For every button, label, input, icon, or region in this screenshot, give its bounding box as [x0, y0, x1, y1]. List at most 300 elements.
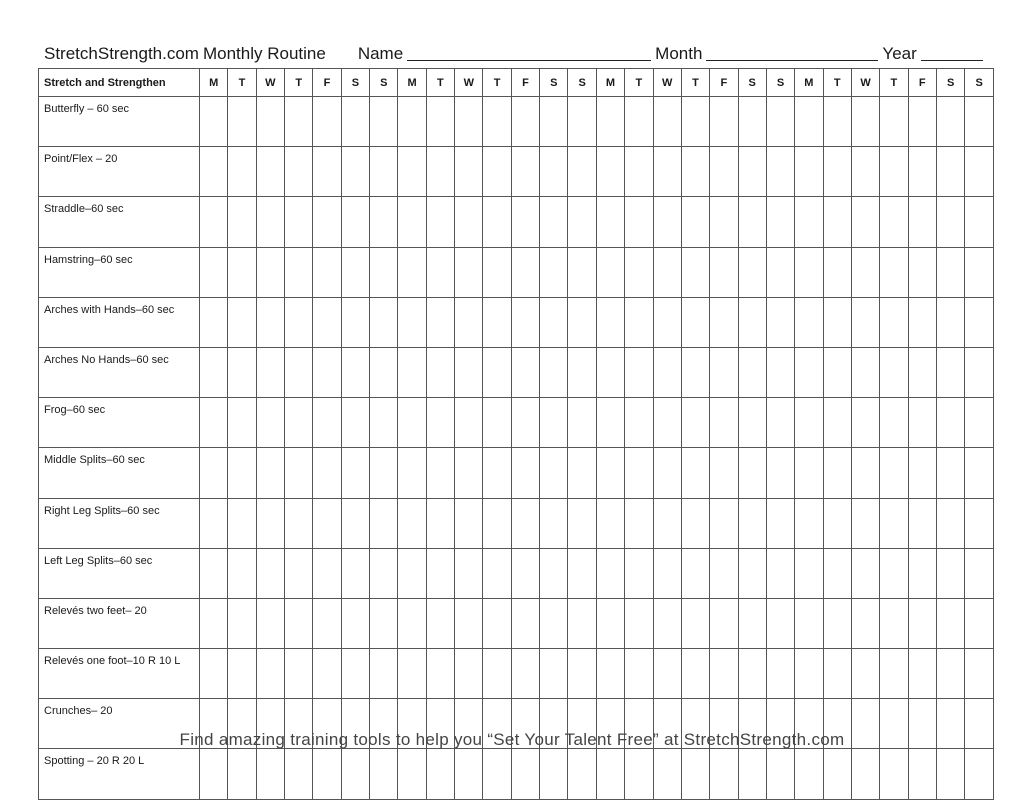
checkbox-cell[interactable]: [568, 398, 596, 448]
checkbox-cell[interactable]: [228, 97, 256, 147]
checkbox-cell[interactable]: [398, 247, 426, 297]
checkbox-cell[interactable]: [795, 598, 823, 648]
checkbox-cell[interactable]: [766, 649, 794, 699]
checkbox-cell[interactable]: [681, 398, 709, 448]
checkbox-cell[interactable]: [256, 448, 284, 498]
checkbox-cell[interactable]: [483, 297, 511, 347]
checkbox-cell[interactable]: [851, 498, 879, 548]
checkbox-cell[interactable]: [228, 498, 256, 548]
checkbox-cell[interactable]: [908, 598, 936, 648]
checkbox-cell[interactable]: [766, 197, 794, 247]
checkbox-cell[interactable]: [653, 548, 681, 598]
checkbox-cell[interactable]: [936, 297, 964, 347]
checkbox-cell[interactable]: [710, 147, 738, 197]
checkbox-cell[interactable]: [313, 649, 341, 699]
checkbox-cell[interactable]: [511, 147, 539, 197]
checkbox-cell[interactable]: [710, 197, 738, 247]
checkbox-cell[interactable]: [936, 247, 964, 297]
checkbox-cell[interactable]: [511, 247, 539, 297]
checkbox-cell[interactable]: [398, 749, 426, 799]
checkbox-cell[interactable]: [540, 649, 568, 699]
checkbox-cell[interactable]: [370, 147, 398, 197]
checkbox-cell[interactable]: [851, 97, 879, 147]
checkbox-cell[interactable]: [851, 347, 879, 397]
checkbox-cell[interactable]: [540, 548, 568, 598]
checkbox-cell[interactable]: [313, 147, 341, 197]
checkbox-cell[interactable]: [341, 448, 369, 498]
checkbox-cell[interactable]: [681, 97, 709, 147]
checkbox-cell[interactable]: [795, 297, 823, 347]
checkbox-cell[interactable]: [710, 448, 738, 498]
checkbox-cell[interactable]: [823, 197, 851, 247]
checkbox-cell[interactable]: [540, 398, 568, 448]
checkbox-cell[interactable]: [455, 649, 483, 699]
checkbox-cell[interactable]: [880, 297, 908, 347]
checkbox-cell[interactable]: [370, 448, 398, 498]
checkbox-cell[interactable]: [965, 347, 994, 397]
checkbox-cell[interactable]: [766, 548, 794, 598]
checkbox-cell[interactable]: [228, 297, 256, 347]
checkbox-cell[interactable]: [880, 548, 908, 598]
checkbox-cell[interactable]: [256, 147, 284, 197]
checkbox-cell[interactable]: [596, 448, 624, 498]
checkbox-cell[interactable]: [370, 749, 398, 799]
checkbox-cell[interactable]: [851, 448, 879, 498]
checkbox-cell[interactable]: [823, 147, 851, 197]
checkbox-cell[interactable]: [426, 97, 454, 147]
checkbox-cell[interactable]: [511, 498, 539, 548]
checkbox-cell[interactable]: [568, 498, 596, 548]
checkbox-cell[interactable]: [823, 297, 851, 347]
checkbox-cell[interactable]: [341, 749, 369, 799]
checkbox-cell[interactable]: [398, 347, 426, 397]
checkbox-cell[interactable]: [908, 649, 936, 699]
checkbox-cell[interactable]: [936, 347, 964, 397]
checkbox-cell[interactable]: [483, 197, 511, 247]
checkbox-cell[interactable]: [738, 548, 766, 598]
checkbox-cell[interactable]: [596, 197, 624, 247]
checkbox-cell[interactable]: [540, 147, 568, 197]
checkbox-cell[interactable]: [710, 498, 738, 548]
checkbox-cell[interactable]: [681, 247, 709, 297]
checkbox-cell[interactable]: [653, 97, 681, 147]
checkbox-cell[interactable]: [568, 297, 596, 347]
checkbox-cell[interactable]: [483, 498, 511, 548]
checkbox-cell[interactable]: [653, 247, 681, 297]
checkbox-cell[interactable]: [200, 649, 228, 699]
checkbox-cell[interactable]: [341, 347, 369, 397]
checkbox-cell[interactable]: [313, 97, 341, 147]
checkbox-cell[interactable]: [341, 147, 369, 197]
checkbox-cell[interactable]: [370, 649, 398, 699]
checkbox-cell[interactable]: [795, 247, 823, 297]
checkbox-cell[interactable]: [341, 297, 369, 347]
checkbox-cell[interactable]: [766, 347, 794, 397]
checkbox-cell[interactable]: [795, 749, 823, 799]
checkbox-cell[interactable]: [313, 749, 341, 799]
checkbox-cell[interactable]: [851, 398, 879, 448]
checkbox-cell[interactable]: [540, 347, 568, 397]
checkbox-cell[interactable]: [596, 97, 624, 147]
checkbox-cell[interactable]: [795, 347, 823, 397]
checkbox-cell[interactable]: [256, 749, 284, 799]
checkbox-cell[interactable]: [285, 448, 313, 498]
checkbox-cell[interactable]: [823, 749, 851, 799]
checkbox-cell[interactable]: [200, 548, 228, 598]
checkbox-cell[interactable]: [710, 297, 738, 347]
checkbox-cell[interactable]: [483, 147, 511, 197]
checkbox-cell[interactable]: [313, 598, 341, 648]
checkbox-cell[interactable]: [653, 498, 681, 548]
checkbox-cell[interactable]: [511, 197, 539, 247]
checkbox-cell[interactable]: [455, 247, 483, 297]
checkbox-cell[interactable]: [483, 649, 511, 699]
checkbox-cell[interactable]: [681, 548, 709, 598]
checkbox-cell[interactable]: [766, 448, 794, 498]
checkbox-cell[interactable]: [596, 548, 624, 598]
checkbox-cell[interactable]: [455, 398, 483, 448]
checkbox-cell[interactable]: [823, 448, 851, 498]
checkbox-cell[interactable]: [511, 398, 539, 448]
checkbox-cell[interactable]: [681, 347, 709, 397]
checkbox-cell[interactable]: [710, 247, 738, 297]
checkbox-cell[interactable]: [596, 598, 624, 648]
checkbox-cell[interactable]: [285, 749, 313, 799]
checkbox-cell[interactable]: [511, 548, 539, 598]
checkbox-cell[interactable]: [681, 598, 709, 648]
checkbox-cell[interactable]: [795, 649, 823, 699]
checkbox-cell[interactable]: [936, 197, 964, 247]
checkbox-cell[interactable]: [256, 97, 284, 147]
checkbox-cell[interactable]: [341, 598, 369, 648]
checkbox-cell[interactable]: [568, 448, 596, 498]
checkbox-cell[interactable]: [625, 498, 653, 548]
checkbox-cell[interactable]: [483, 247, 511, 297]
checkbox-cell[interactable]: [766, 297, 794, 347]
checkbox-cell[interactable]: [823, 97, 851, 147]
checkbox-cell[interactable]: [398, 197, 426, 247]
checkbox-cell[interactable]: [200, 347, 228, 397]
checkbox-cell[interactable]: [908, 247, 936, 297]
checkbox-cell[interactable]: [341, 97, 369, 147]
checkbox-cell[interactable]: [766, 749, 794, 799]
checkbox-cell[interactable]: [313, 448, 341, 498]
checkbox-cell[interactable]: [370, 347, 398, 397]
checkbox-cell[interactable]: [625, 749, 653, 799]
checkbox-cell[interactable]: [596, 247, 624, 297]
checkbox-cell[interactable]: [228, 548, 256, 598]
checkbox-cell[interactable]: [710, 347, 738, 397]
checkbox-cell[interactable]: [200, 598, 228, 648]
checkbox-cell[interactable]: [625, 97, 653, 147]
checkbox-cell[interactable]: [455, 97, 483, 147]
checkbox-cell[interactable]: [908, 147, 936, 197]
checkbox-cell[interactable]: [851, 749, 879, 799]
checkbox-cell[interactable]: [936, 598, 964, 648]
checkbox-cell[interactable]: [681, 498, 709, 548]
checkbox-cell[interactable]: [795, 548, 823, 598]
checkbox-cell[interactable]: [823, 247, 851, 297]
checkbox-cell[interactable]: [908, 398, 936, 448]
checkbox-cell[interactable]: [738, 147, 766, 197]
checkbox-cell[interactable]: [766, 498, 794, 548]
checkbox-cell[interactable]: [285, 498, 313, 548]
checkbox-cell[interactable]: [285, 598, 313, 648]
checkbox-cell[interactable]: [256, 598, 284, 648]
checkbox-cell[interactable]: [540, 448, 568, 498]
checkbox-cell[interactable]: [200, 197, 228, 247]
checkbox-cell[interactable]: [568, 247, 596, 297]
checkbox-cell[interactable]: [483, 548, 511, 598]
checkbox-cell[interactable]: [653, 398, 681, 448]
checkbox-cell[interactable]: [228, 247, 256, 297]
checkbox-cell[interactable]: [908, 97, 936, 147]
checkbox-cell[interactable]: [710, 749, 738, 799]
checkbox-cell[interactable]: [568, 97, 596, 147]
checkbox-cell[interactable]: [285, 649, 313, 699]
checkbox-cell[interactable]: [908, 347, 936, 397]
checkbox-cell[interactable]: [936, 97, 964, 147]
checkbox-cell[interactable]: [738, 749, 766, 799]
checkbox-cell[interactable]: [766, 398, 794, 448]
checkbox-cell[interactable]: [965, 649, 994, 699]
checkbox-cell[interactable]: [653, 749, 681, 799]
checkbox-cell[interactable]: [285, 398, 313, 448]
checkbox-cell[interactable]: [908, 297, 936, 347]
checkbox-cell[interactable]: [795, 498, 823, 548]
checkbox-cell[interactable]: [795, 97, 823, 147]
checkbox-cell[interactable]: [625, 649, 653, 699]
checkbox-cell[interactable]: [908, 749, 936, 799]
checkbox-cell[interactable]: [341, 197, 369, 247]
checkbox-cell[interactable]: [285, 97, 313, 147]
checkbox-cell[interactable]: [313, 347, 341, 397]
checkbox-cell[interactable]: [540, 297, 568, 347]
checkbox-cell[interactable]: [738, 398, 766, 448]
checkbox-cell[interactable]: [483, 398, 511, 448]
checkbox-cell[interactable]: [880, 347, 908, 397]
checkbox-cell[interactable]: [625, 548, 653, 598]
checkbox-cell[interactable]: [455, 147, 483, 197]
checkbox-cell[interactable]: [568, 197, 596, 247]
checkbox-cell[interactable]: [228, 598, 256, 648]
checkbox-cell[interactable]: [738, 247, 766, 297]
checkbox-cell[interactable]: [540, 749, 568, 799]
checkbox-cell[interactable]: [285, 247, 313, 297]
checkbox-cell[interactable]: [200, 398, 228, 448]
checkbox-cell[interactable]: [880, 398, 908, 448]
checkbox-cell[interactable]: [511, 297, 539, 347]
checkbox-cell[interactable]: [200, 147, 228, 197]
checkbox-cell[interactable]: [256, 197, 284, 247]
checkbox-cell[interactable]: [313, 297, 341, 347]
checkbox-cell[interactable]: [228, 347, 256, 397]
checkbox-cell[interactable]: [936, 498, 964, 548]
checkbox-cell[interactable]: [568, 598, 596, 648]
checkbox-cell[interactable]: [398, 548, 426, 598]
checkbox-cell[interactable]: [341, 548, 369, 598]
checkbox-cell[interactable]: [965, 297, 994, 347]
checkbox-cell[interactable]: [285, 147, 313, 197]
checkbox-cell[interactable]: [795, 448, 823, 498]
checkbox-cell[interactable]: [710, 598, 738, 648]
checkbox-cell[interactable]: [426, 749, 454, 799]
checkbox-cell[interactable]: [426, 398, 454, 448]
checkbox-cell[interactable]: [965, 498, 994, 548]
checkbox-cell[interactable]: [795, 147, 823, 197]
checkbox-cell[interactable]: [228, 147, 256, 197]
checkbox-cell[interactable]: [653, 147, 681, 197]
checkbox-cell[interactable]: [653, 297, 681, 347]
checkbox-cell[interactable]: [880, 147, 908, 197]
checkbox-cell[interactable]: [398, 448, 426, 498]
checkbox-cell[interactable]: [370, 598, 398, 648]
checkbox-cell[interactable]: [426, 598, 454, 648]
checkbox-cell[interactable]: [540, 598, 568, 648]
checkbox-cell[interactable]: [511, 97, 539, 147]
checkbox-cell[interactable]: [710, 548, 738, 598]
checkbox-cell[interactable]: [398, 398, 426, 448]
checkbox-cell[interactable]: [455, 598, 483, 648]
checkbox-cell[interactable]: [880, 448, 908, 498]
checkbox-cell[interactable]: [738, 498, 766, 548]
checkbox-cell[interactable]: [256, 649, 284, 699]
checkbox-cell[interactable]: [256, 548, 284, 598]
checkbox-cell[interactable]: [880, 649, 908, 699]
checkbox-cell[interactable]: [228, 448, 256, 498]
checkbox-cell[interactable]: [398, 297, 426, 347]
checkbox-cell[interactable]: [370, 498, 398, 548]
checkbox-cell[interactable]: [766, 97, 794, 147]
checkbox-cell[interactable]: [936, 749, 964, 799]
checkbox-cell[interactable]: [625, 347, 653, 397]
name-field[interactable]: [407, 44, 651, 61]
checkbox-cell[interactable]: [823, 548, 851, 598]
checkbox-cell[interactable]: [568, 347, 596, 397]
checkbox-cell[interactable]: [965, 548, 994, 598]
checkbox-cell[interactable]: [653, 448, 681, 498]
checkbox-cell[interactable]: [426, 448, 454, 498]
checkbox-cell[interactable]: [738, 97, 766, 147]
checkbox-cell[interactable]: [738, 649, 766, 699]
checkbox-cell[interactable]: [880, 498, 908, 548]
checkbox-cell[interactable]: [851, 247, 879, 297]
checkbox-cell[interactable]: [710, 398, 738, 448]
checkbox-cell[interactable]: [540, 197, 568, 247]
checkbox-cell[interactable]: [483, 598, 511, 648]
checkbox-cell[interactable]: [256, 347, 284, 397]
checkbox-cell[interactable]: [653, 197, 681, 247]
checkbox-cell[interactable]: [653, 598, 681, 648]
checkbox-cell[interactable]: [710, 649, 738, 699]
checkbox-cell[interactable]: [455, 197, 483, 247]
checkbox-cell[interactable]: [851, 297, 879, 347]
checkbox-cell[interactable]: [880, 247, 908, 297]
checkbox-cell[interactable]: [710, 97, 738, 147]
checkbox-cell[interactable]: [483, 347, 511, 397]
checkbox-cell[interactable]: [200, 749, 228, 799]
checkbox-cell[interactable]: [483, 448, 511, 498]
checkbox-cell[interactable]: [625, 598, 653, 648]
checkbox-cell[interactable]: [455, 347, 483, 397]
checkbox-cell[interactable]: [766, 147, 794, 197]
checkbox-cell[interactable]: [540, 97, 568, 147]
checkbox-cell[interactable]: [795, 398, 823, 448]
checkbox-cell[interactable]: [908, 548, 936, 598]
checkbox-cell[interactable]: [511, 448, 539, 498]
checkbox-cell[interactable]: [511, 347, 539, 397]
checkbox-cell[interactable]: [200, 247, 228, 297]
checkbox-cell[interactable]: [681, 147, 709, 197]
checkbox-cell[interactable]: [965, 97, 994, 147]
checkbox-cell[interactable]: [370, 398, 398, 448]
checkbox-cell[interactable]: [256, 297, 284, 347]
checkbox-cell[interactable]: [370, 297, 398, 347]
checkbox-cell[interactable]: [370, 97, 398, 147]
month-field[interactable]: [706, 44, 878, 61]
checkbox-cell[interactable]: [823, 347, 851, 397]
checkbox-cell[interactable]: [540, 247, 568, 297]
checkbox-cell[interactable]: [455, 548, 483, 598]
checkbox-cell[interactable]: [426, 649, 454, 699]
checkbox-cell[interactable]: [313, 398, 341, 448]
year-field[interactable]: [921, 44, 983, 61]
checkbox-cell[interactable]: [455, 297, 483, 347]
checkbox-cell[interactable]: [511, 749, 539, 799]
checkbox-cell[interactable]: [851, 598, 879, 648]
checkbox-cell[interactable]: [823, 598, 851, 648]
checkbox-cell[interactable]: [285, 548, 313, 598]
checkbox-cell[interactable]: [625, 247, 653, 297]
checkbox-cell[interactable]: [965, 749, 994, 799]
checkbox-cell[interactable]: [285, 197, 313, 247]
checkbox-cell[interactable]: [426, 197, 454, 247]
checkbox-cell[interactable]: [398, 147, 426, 197]
checkbox-cell[interactable]: [483, 97, 511, 147]
checkbox-cell[interactable]: [596, 147, 624, 197]
checkbox-cell[interactable]: [313, 498, 341, 548]
checkbox-cell[interactable]: [908, 448, 936, 498]
checkbox-cell[interactable]: [341, 247, 369, 297]
checkbox-cell[interactable]: [936, 649, 964, 699]
checkbox-cell[interactable]: [681, 649, 709, 699]
checkbox-cell[interactable]: [965, 197, 994, 247]
checkbox-cell[interactable]: [766, 598, 794, 648]
checkbox-cell[interactable]: [370, 197, 398, 247]
checkbox-cell[interactable]: [228, 749, 256, 799]
checkbox-cell[interactable]: [738, 598, 766, 648]
checkbox-cell[interactable]: [851, 197, 879, 247]
checkbox-cell[interactable]: [313, 197, 341, 247]
checkbox-cell[interactable]: [738, 197, 766, 247]
checkbox-cell[interactable]: [965, 398, 994, 448]
checkbox-cell[interactable]: [313, 548, 341, 598]
checkbox-cell[interactable]: [851, 548, 879, 598]
checkbox-cell[interactable]: [256, 247, 284, 297]
checkbox-cell[interactable]: [653, 649, 681, 699]
checkbox-cell[interactable]: [455, 448, 483, 498]
checkbox-cell[interactable]: [596, 649, 624, 699]
checkbox-cell[interactable]: [285, 297, 313, 347]
checkbox-cell[interactable]: [200, 448, 228, 498]
checkbox-cell[interactable]: [341, 398, 369, 448]
checkbox-cell[interactable]: [568, 749, 596, 799]
checkbox-cell[interactable]: [880, 598, 908, 648]
checkbox-cell[interactable]: [965, 598, 994, 648]
checkbox-cell[interactable]: [398, 649, 426, 699]
checkbox-cell[interactable]: [426, 347, 454, 397]
checkbox-cell[interactable]: [455, 749, 483, 799]
